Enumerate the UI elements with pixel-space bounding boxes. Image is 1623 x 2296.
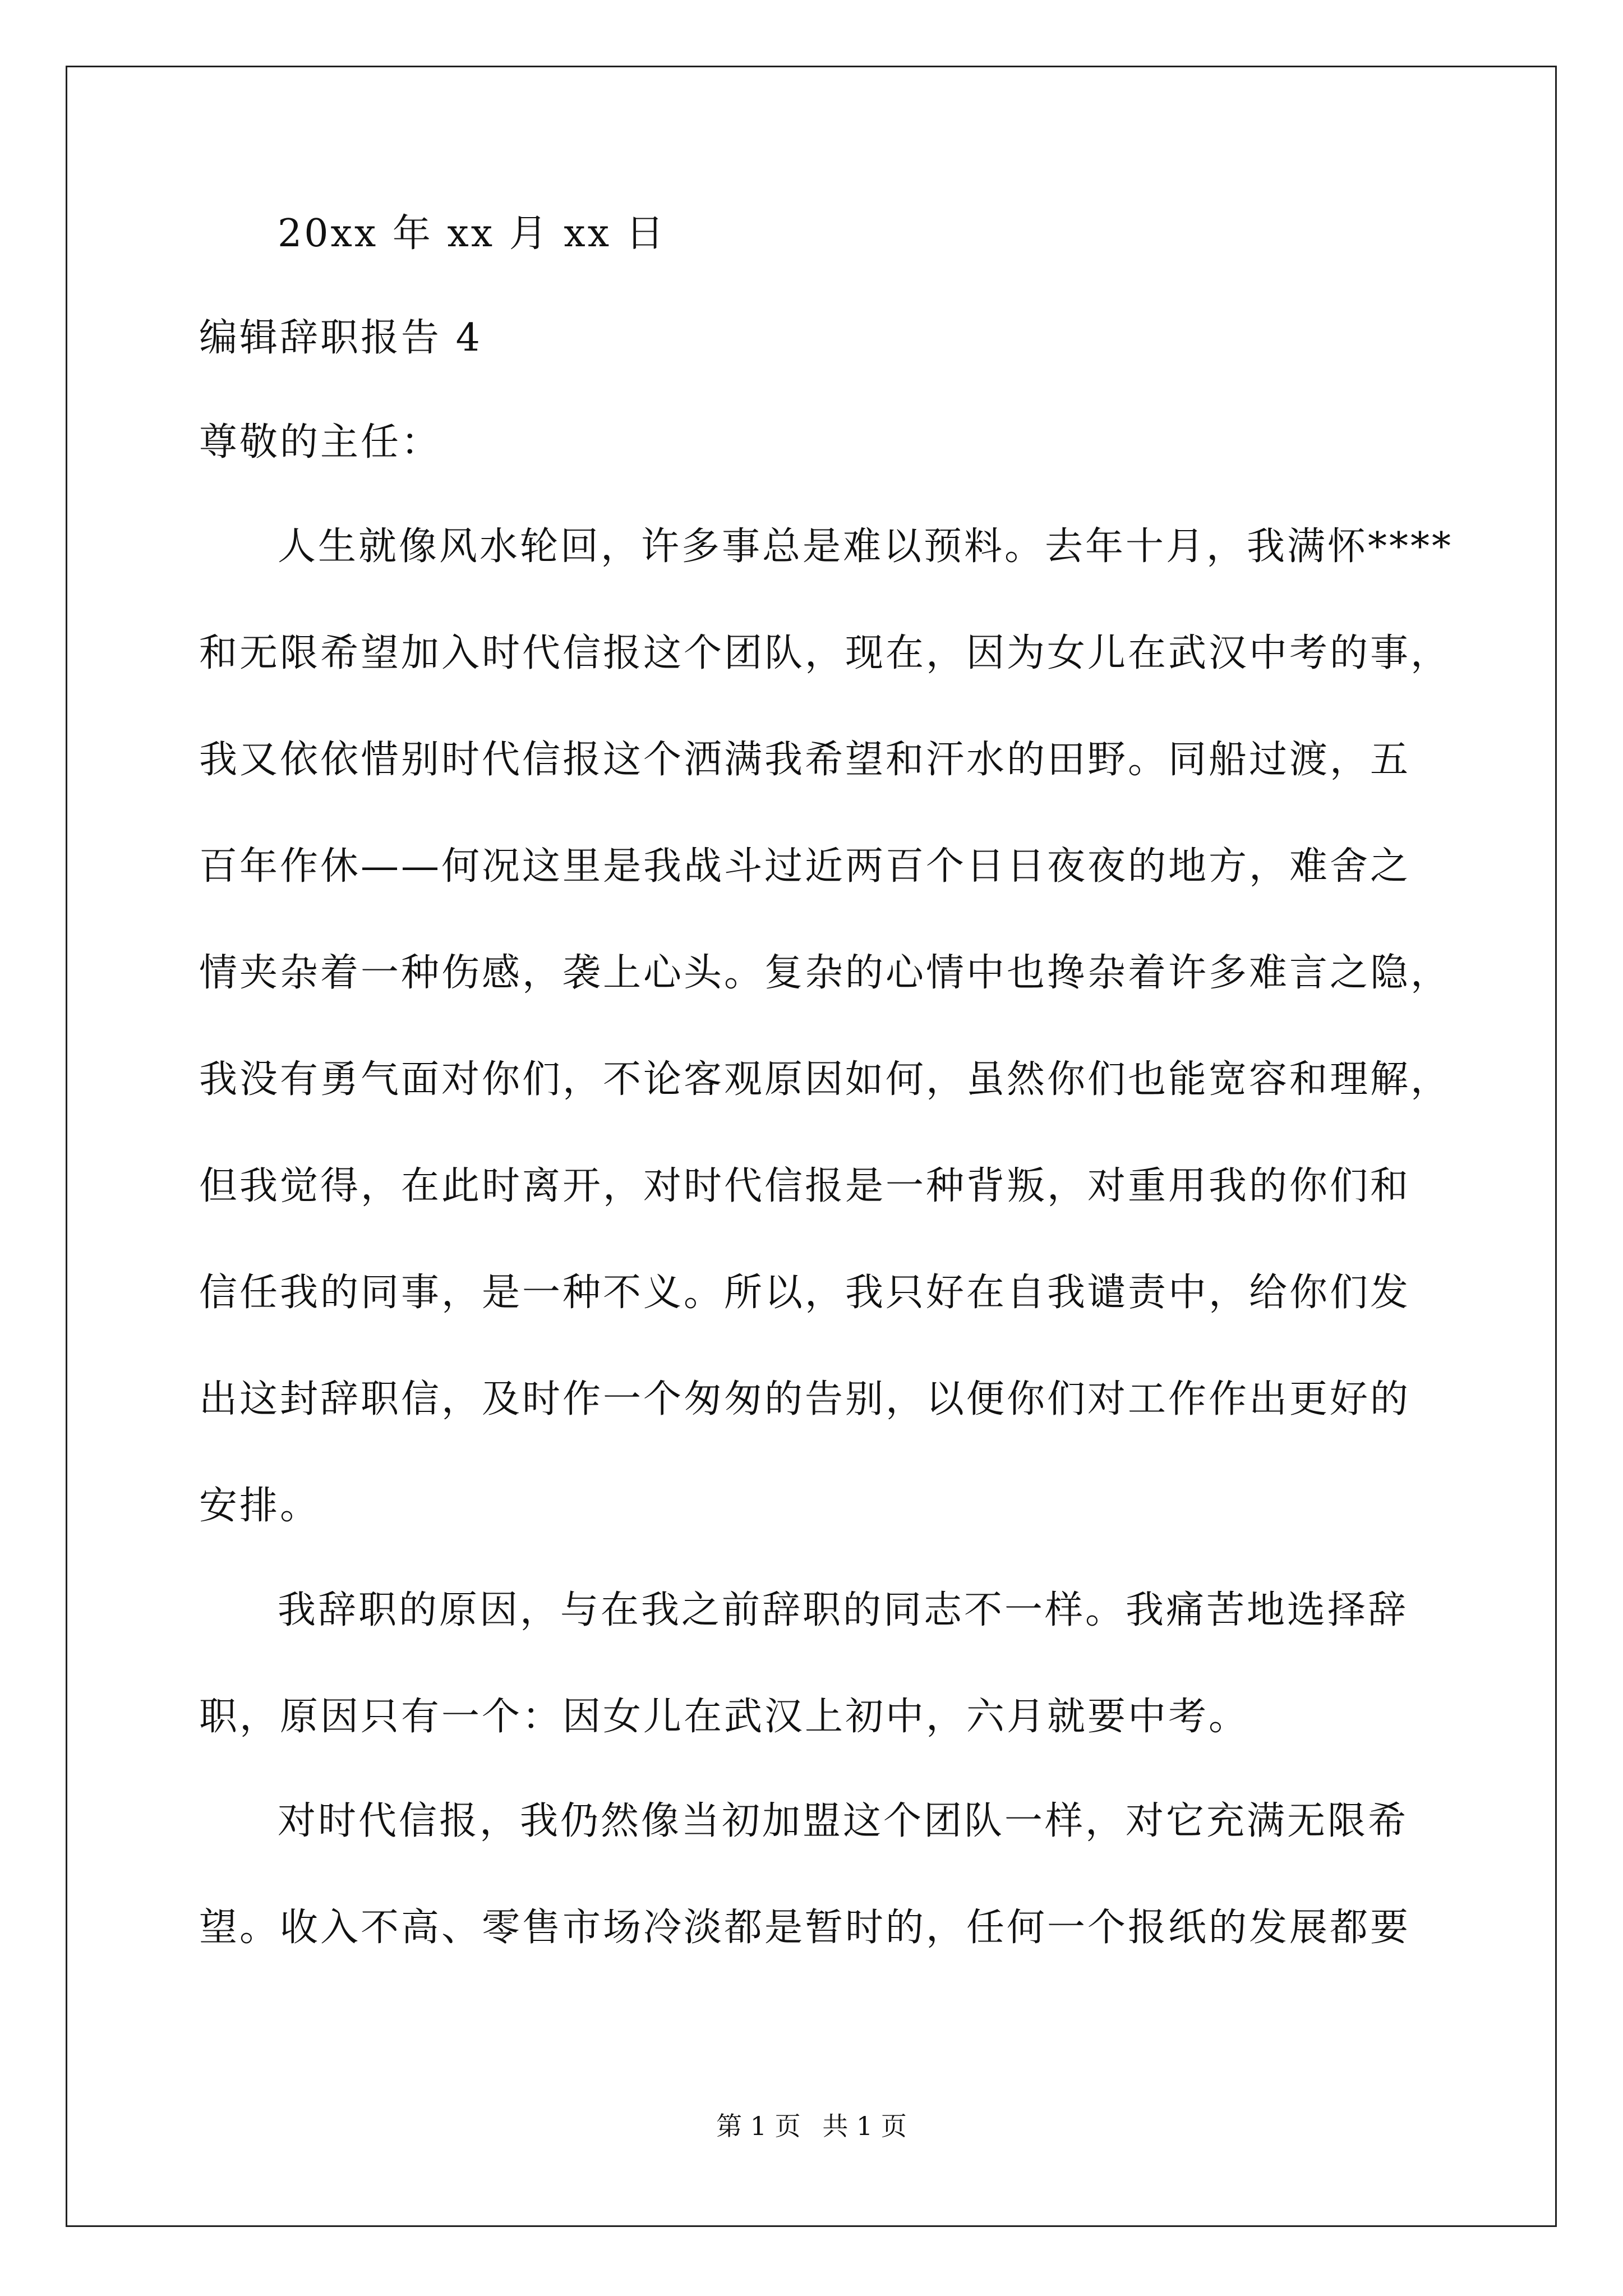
document-body	[199, 208, 1454, 2006]
paragraph-line: 我辞职的原因，与在我之前辞职的同志不一样。我痛苦地选择辞	[278, 1588, 1409, 1632]
page-footer	[0, 2109, 1623, 2143]
paragraph-3	[199, 1795, 1427, 1954]
paragraph-line: 对时代信报，我仍然像当初加盟这个团队一样，对它充满无限希	[278, 1799, 1409, 1843]
document-date: 20xx 年 xx 月 xx 日	[278, 211, 666, 256]
paragraph-line: 情夹杂着一种伤感，袭上心头。复杂的心情中也搀杂着许多难言之隐，	[199, 951, 1451, 995]
paragraph-line: 信任我的同事，是一种不义。所以，我只好在自我谴责中，给你们发	[199, 1271, 1411, 1315]
paragraph-line: 安排。	[199, 1484, 321, 1528]
paragraph-line: 但我觉得，在此时离开，对时代信报是一种背叛，对重用我的你们和	[199, 1164, 1411, 1208]
page-total: 共 1 页	[822, 2111, 907, 2141]
paragraph-line: 出这封辞职信，及时作一个匆匆的告别，以便你们对工作作出更好的	[199, 1377, 1411, 1421]
paragraph-line: 人生就像风水轮回，许多事总是难以预料。去年十月，我满怀****	[278, 524, 1454, 569]
paragraph-line: 职，原因只有一个：因女儿在武汉上初中，六月就要中考。	[199, 1695, 1249, 1739]
paragraph-1	[199, 521, 1454, 1533]
paragraph-line: 和无限希望加入时代信报这个团队，现在，因为女儿在武汉中考的事，	[199, 631, 1451, 675]
paragraph-line: 我没有勇气面对你们，不论客观原因如何，虽然你们也能宽容和理解，	[199, 1057, 1451, 1102]
salutation: 尊敬的主任：	[199, 420, 442, 464]
document-title: 编辑辞职报告 4	[199, 316, 482, 360]
paragraph-line: 百年作休——何况这里是我战斗过近两百个日日夜夜的地方，难舍之	[199, 844, 1411, 889]
paragraph-2	[199, 1584, 1427, 1743]
paragraph-line: 望。收入不高、零售市场冷淡都是暂时的，任何一个报纸的发展都要	[199, 1906, 1411, 1950]
page-number: 第 1 页	[716, 2111, 801, 2141]
paragraph-line: 我又依依惜别时代信报这个洒满我希望和汗水的田野。同船过渡，五	[199, 738, 1411, 782]
